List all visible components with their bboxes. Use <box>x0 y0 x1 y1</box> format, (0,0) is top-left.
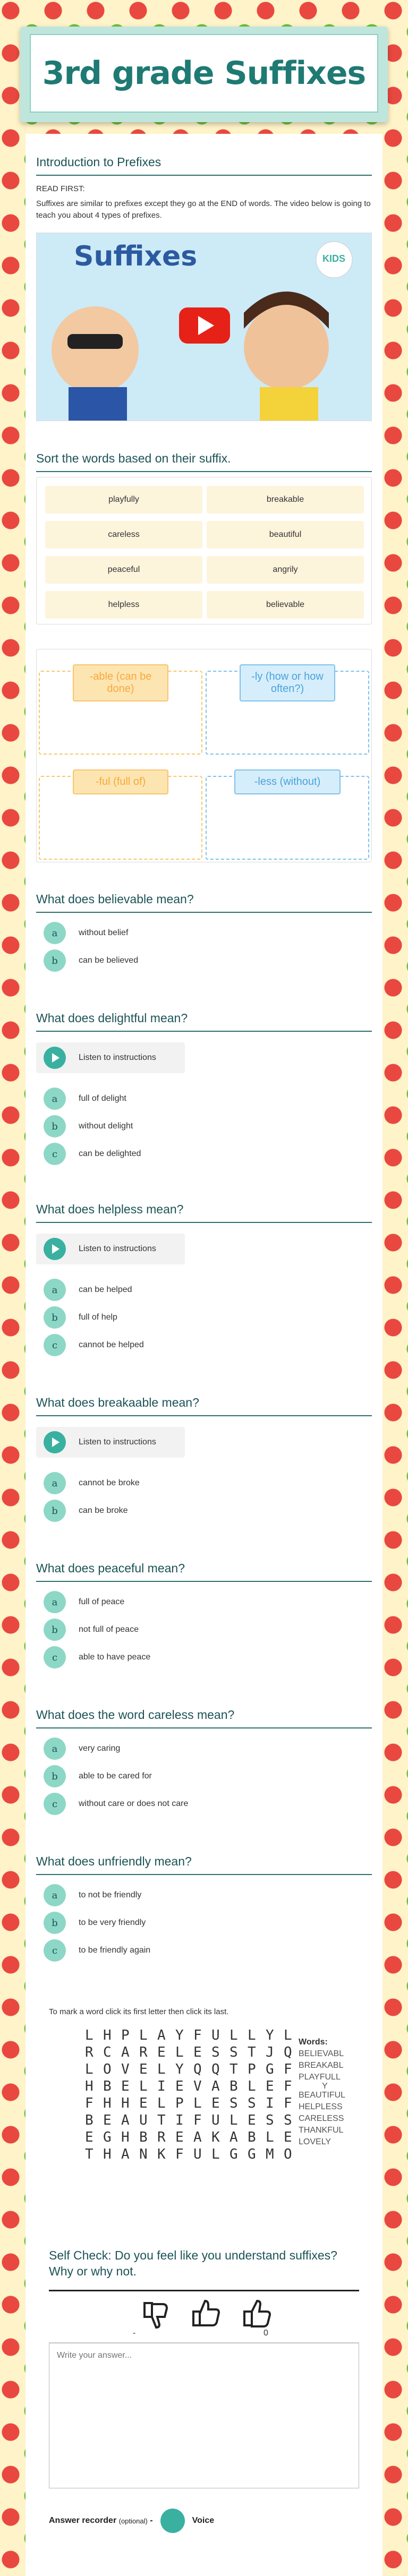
grid-letter[interactable]: I <box>157 2078 166 2094</box>
grid-letter[interactable]: H <box>121 2095 130 2111</box>
grid-letter[interactable]: E <box>284 2129 292 2145</box>
answer-option[interactable] <box>36 1588 372 1616</box>
drop-zone-less[interactable] <box>206 776 369 860</box>
grid-letter[interactable]: V <box>193 2078 202 2094</box>
word-item: BREAKABL <box>299 2061 344 2070</box>
grid-letter[interactable]: E <box>193 2044 202 2060</box>
word-bank <box>36 477 372 624</box>
answer-option[interactable] <box>36 1331 372 1359</box>
thumb-rating <box>49 2290 359 2343</box>
grid-letter[interactable]: E <box>157 2044 166 2060</box>
option-text: able to have peace <box>79 1653 151 1662</box>
grid-letter[interactable]: A <box>121 2146 130 2162</box>
grid-letter[interactable]: G <box>230 2146 238 2162</box>
grid-letter[interactable]: S <box>230 2095 238 2111</box>
option-text: without care or does not care <box>79 1799 189 1808</box>
option-text: to be very friendly <box>79 1918 146 1927</box>
grid-letter[interactable]: S <box>230 2044 238 2060</box>
video-badge: KIDS <box>322 253 346 264</box>
intro-text: Suffixes are similar to prefixes except they go at the END of words. The video below is going to teach you about 4 types of prefixes. <box>36 199 371 220</box>
grid-letter[interactable]: G <box>103 2129 112 2145</box>
grid-row <box>85 2146 302 2163</box>
answer-option[interactable] <box>36 1790 372 1818</box>
play-icon <box>44 1047 66 1069</box>
recorder-optional: (optional) <box>118 2517 148 2525</box>
question-helpless <box>36 1202 372 1359</box>
word-item: Y <box>322 2082 328 2091</box>
sort-section <box>36 451 372 472</box>
grid-letter[interactable]: B <box>103 2078 112 2094</box>
option-letter: b <box>44 949 66 972</box>
answer-option[interactable] <box>36 947 372 974</box>
grid-letter[interactable]: E <box>139 2061 148 2077</box>
option-letter: a <box>44 1279 66 1301</box>
selfcheck-title: Self Check: Do you feel like you understand suffixes? Why or why not. <box>49 2248 337 2278</box>
grid-letter[interactable]: K <box>157 2146 166 2162</box>
option-text: full of peace <box>79 1597 125 1606</box>
question-peaceful <box>36 1561 372 1671</box>
answer-option[interactable] <box>36 1469 372 1497</box>
option-text: can be delighted <box>79 1149 141 1158</box>
option-letter: a <box>44 922 66 944</box>
answer-box <box>49 2343 359 2488</box>
grid-letter[interactable]: T <box>248 2044 256 2060</box>
rating-left-mark: - <box>133 2329 136 2338</box>
option-text: to not be friendly <box>79 1890 142 1899</box>
option-letter: c <box>44 1939 66 1962</box>
listen-instructions-button[interactable] <box>36 1234 185 1264</box>
intro-title: Introduction to Prefixes <box>36 155 372 176</box>
wordsearch-grid[interactable] <box>85 2027 302 2163</box>
grid-letter[interactable]: L <box>157 2095 166 2111</box>
grid-letter[interactable]: L <box>248 2078 256 2094</box>
answer-option[interactable] <box>36 1735 372 1762</box>
girl-character <box>244 305 329 390</box>
option-letter: c <box>44 1143 66 1165</box>
question-careless <box>36 1708 372 1818</box>
question-breakable <box>36 1396 372 1525</box>
grid-letter[interactable]: H <box>103 2027 112 2043</box>
word-item: BEAUTIFUL <box>299 2091 346 2100</box>
option-letter: c <box>44 1793 66 1815</box>
grid-letter[interactable]: L <box>175 2044 184 2060</box>
grid-letter[interactable]: L <box>284 2027 292 2043</box>
grid-row <box>85 2078 302 2095</box>
sort-bins <box>36 649 372 862</box>
grid-letter[interactable]: B <box>85 2112 94 2128</box>
page-title: 3rd grade Suffixes <box>42 55 366 92</box>
wordsearch-instruction: To mark a word click its first letter then click its last. <box>49 2007 229 2016</box>
grid-letter[interactable]: O <box>284 2146 292 2162</box>
word-item: HELPLESS <box>299 2102 343 2111</box>
grid-letter[interactable]: Y <box>175 2027 184 2043</box>
wordsearch-word-list <box>299 2036 345 2148</box>
answer-option[interactable] <box>36 919 372 947</box>
draggable-word[interactable]: playfully <box>45 486 202 514</box>
grid-letter[interactable]: B <box>248 2129 256 2145</box>
option-letter: b <box>44 1912 66 1934</box>
bin-label-ly: -ly (how or how often?) <box>240 664 335 701</box>
question-unfriendly <box>36 1854 372 1964</box>
grid-letter[interactable]: J <box>266 2044 274 2060</box>
option-text: not full of peace <box>79 1625 139 1634</box>
answer-option[interactable] <box>36 1616 372 1644</box>
grid-letter[interactable]: P <box>121 2027 130 2043</box>
answer-option[interactable] <box>36 1140 372 1168</box>
grid-letter[interactable]: S <box>248 2095 256 2111</box>
option-text: can be helped <box>79 1285 132 1294</box>
grid-letter[interactable]: F <box>193 2112 202 2128</box>
grid-letter[interactable]: A <box>230 2129 238 2145</box>
grid-letter[interactable]: T <box>85 2146 94 2162</box>
grid-row <box>85 2129 302 2146</box>
answer-option[interactable] <box>36 1881 372 1909</box>
grid-letter[interactable]: H <box>103 2146 112 2162</box>
grid-letter[interactable]: L <box>230 2112 238 2128</box>
answer-option[interactable] <box>36 1304 372 1331</box>
option-letter: a <box>44 1088 66 1110</box>
option-letter: b <box>44 1115 66 1137</box>
grid-letter[interactable]: I <box>266 2095 274 2111</box>
grid-letter[interactable]: A <box>121 2044 130 2060</box>
record-voice-button[interactable] <box>160 2509 185 2533</box>
word-item: LOVELY <box>299 2137 332 2146</box>
listen-instructions-button[interactable] <box>36 1427 185 1458</box>
read-first-label: READ FIRST: <box>36 184 85 193</box>
grid-letter[interactable]: V <box>121 2061 130 2077</box>
header-banner <box>20 27 388 122</box>
grid-letter[interactable]: Y <box>175 2061 184 2077</box>
option-text: very caring <box>79 1744 121 1753</box>
draggable-word[interactable]: peaceful <box>45 556 202 584</box>
grid-letter[interactable]: F <box>284 2078 292 2094</box>
grid-letter[interactable]: O <box>103 2061 112 2077</box>
drop-zone-ful[interactable] <box>39 776 202 860</box>
grid-letter[interactable]: G <box>248 2146 256 2162</box>
thumbs-up-icon[interactable] <box>239 2298 271 2330</box>
option-letter: b <box>44 1306 66 1329</box>
option-letter: a <box>44 1738 66 1760</box>
answer-option[interactable] <box>36 1276 372 1304</box>
grid-letter[interactable]: R <box>139 2044 148 2060</box>
grid-letter[interactable]: M <box>266 2146 274 2162</box>
grid-letter[interactable]: L <box>193 2095 202 2111</box>
grid-letter[interactable]: E <box>121 2078 130 2094</box>
option-text: without belief <box>79 928 129 937</box>
option-text: without delight <box>79 1122 133 1131</box>
listen-label: Listen to instructions <box>79 1437 156 1447</box>
grid-letter[interactable]: E <box>175 2129 184 2145</box>
grid-letter[interactable]: L <box>266 2129 274 2145</box>
question-title: What does delightful mean? <box>36 1011 372 1032</box>
grid-letter[interactable]: B <box>230 2078 238 2094</box>
draggable-word[interactable]: angrily <box>207 556 364 584</box>
answer-option[interactable] <box>36 1112 372 1140</box>
question-delightful <box>36 1011 372 1168</box>
option-letter: c <box>44 1646 66 1668</box>
grid-letter[interactable]: E <box>85 2129 94 2145</box>
option-text: full of help <box>79 1313 117 1322</box>
grid-letter[interactable]: L <box>139 2027 148 2043</box>
drop-zone-ly[interactable] <box>206 671 369 755</box>
bin-label-less: -less (without) <box>234 769 341 794</box>
option-text: cannot be broke <box>79 1478 140 1487</box>
grid-row <box>85 2044 302 2061</box>
answer-recorder <box>49 2509 214 2533</box>
grid-letter[interactable]: S <box>266 2112 274 2128</box>
grid-letter[interactable]: H <box>121 2129 130 2145</box>
word-item: CARELESS <box>299 2114 344 2123</box>
grid-letter[interactable]: F <box>193 2027 202 2043</box>
grid-letter[interactable]: A <box>211 2078 220 2094</box>
listen-instructions-button[interactable] <box>36 1042 185 1073</box>
grid-letter[interactable]: A <box>121 2112 130 2128</box>
grid-letter[interactable]: H <box>85 2078 94 2094</box>
question-title: What does helpless mean? <box>36 1202 372 1223</box>
grid-letter[interactable]: H <box>103 2095 112 2111</box>
grid-letter[interactable]: L <box>248 2027 256 2043</box>
option-text: able to be cared for <box>79 1771 152 1781</box>
word-item: THANKFUL <box>299 2126 344 2135</box>
grid-letter[interactable]: R <box>157 2129 166 2145</box>
grid-letter[interactable]: T <box>230 2061 238 2077</box>
option-text: cannot be helped <box>79 1340 144 1349</box>
grid-row <box>85 2112 302 2129</box>
grid-letter[interactable]: U <box>211 2112 220 2128</box>
intro-section <box>36 155 372 221</box>
question-title: What does peaceful mean? <box>36 1561 372 1582</box>
grid-letter[interactable]: U <box>139 2112 148 2128</box>
draggable-word[interactable]: helpless <box>45 591 202 619</box>
option-letter: b <box>44 1500 66 1522</box>
draggable-word[interactable]: careless <box>45 521 202 549</box>
answer-option[interactable] <box>36 1909 372 1937</box>
thumbs-down-icon[interactable] <box>139 2298 171 2330</box>
bin-label-able: -able (can be done) <box>73 664 168 701</box>
grid-letter[interactable]: F <box>85 2095 94 2111</box>
listen-label: Listen to instructions <box>79 1244 156 1253</box>
grid-letter[interactable]: N <box>139 2146 148 2162</box>
option-text: full of delight <box>79 1094 126 1103</box>
words-label: Words: <box>299 2038 328 2047</box>
question-title: What does unfriendly mean? <box>36 1854 372 1875</box>
answer-option[interactable] <box>36 1937 372 1964</box>
bin-label-ful: -ful (full of) <box>73 769 168 794</box>
grid-row <box>85 2095 302 2112</box>
option-letter: a <box>44 1884 66 1906</box>
answer-option[interactable] <box>36 1085 372 1112</box>
grid-letter[interactable]: G <box>266 2061 274 2077</box>
answer-option[interactable] <box>36 1762 372 1790</box>
video-player[interactable] <box>36 233 372 421</box>
question-title: What does believable mean? <box>36 892 372 913</box>
answer-input[interactable] <box>49 2343 359 2488</box>
question-title: What does the word careless mean? <box>36 1708 372 1728</box>
grid-letter[interactable]: L <box>157 2061 166 2077</box>
answer-option[interactable] <box>36 1497 372 1525</box>
draggable-word[interactable]: believable <box>207 591 364 619</box>
grid-letter[interactable]: K <box>211 2129 220 2145</box>
word-item: BELIEVABL <box>299 2049 344 2058</box>
draggable-word[interactable]: breakable <box>207 486 364 514</box>
option-letter: b <box>44 1619 66 1641</box>
grid-letter[interactable]: P <box>175 2095 184 2111</box>
option-text: to be friendly again <box>79 1946 151 1955</box>
grid-letter[interactable]: Y <box>266 2027 274 2043</box>
boy-character <box>52 306 139 393</box>
video-title: Suffixes <box>74 241 198 272</box>
grid-letter[interactable]: L <box>139 2078 148 2094</box>
grid-letter[interactable]: Q <box>211 2061 220 2077</box>
grid-letter[interactable]: S <box>284 2112 292 2128</box>
grid-letter[interactable]: R <box>85 2044 94 2060</box>
answer-option[interactable] <box>36 1644 372 1671</box>
grid-letter[interactable]: U <box>211 2027 220 2043</box>
grid-letter[interactable]: F <box>175 2146 184 2162</box>
play-icon <box>44 1238 66 1260</box>
grid-letter[interactable]: I <box>175 2112 184 2128</box>
grid-letter[interactable]: E <box>211 2095 220 2111</box>
option-letter: c <box>44 1334 66 1356</box>
grid-letter[interactable]: L <box>211 2146 220 2162</box>
thumbs-sideways-icon[interactable] <box>189 2298 221 2330</box>
grid-letter[interactable]: L <box>85 2027 94 2043</box>
grid-letter[interactable]: L <box>230 2027 238 2043</box>
grid-letter[interactable]: L <box>85 2061 94 2077</box>
grid-letter[interactable]: F <box>284 2095 292 2111</box>
grid-letter[interactable]: E <box>248 2112 256 2128</box>
grid-letter[interactable]: U <box>193 2146 202 2162</box>
grid-letter[interactable]: A <box>157 2027 166 2043</box>
option-letter: a <box>44 1472 66 1494</box>
play-icon <box>44 1431 66 1453</box>
grid-letter[interactable]: E <box>175 2078 184 2094</box>
draggable-word[interactable]: beautiful <box>207 521 364 549</box>
option-letter: b <box>44 1765 66 1787</box>
sort-title: Sort the words based on their suffix. <box>36 451 372 472</box>
rating-right-mark: 0 <box>264 2329 268 2338</box>
listen-label: Listen to instructions <box>79 1053 156 1062</box>
grid-letter[interactable]: E <box>103 2112 112 2128</box>
grid-letter[interactable]: Q <box>193 2061 202 2077</box>
grid-letter[interactable]: Q <box>284 2044 292 2060</box>
voice-label: Voice <box>192 2516 215 2525</box>
grid-letter[interactable]: B <box>139 2129 148 2145</box>
option-letter: a <box>44 1591 66 1613</box>
option-text: can be broke <box>79 1506 128 1515</box>
grid-letter[interactable]: E <box>139 2095 148 2111</box>
recorder-dash: - <box>150 2516 153 2525</box>
header-frame <box>30 34 378 113</box>
grid-row <box>85 2027 302 2044</box>
grid-row <box>85 2061 302 2078</box>
grid-letter[interactable]: A <box>193 2129 202 2145</box>
grid-letter[interactable]: P <box>248 2061 256 2077</box>
grid-letter[interactable]: F <box>284 2061 292 2077</box>
grid-letter[interactable]: T <box>157 2112 166 2128</box>
grid-letter[interactable]: E <box>266 2078 274 2094</box>
question-believable <box>36 892 372 974</box>
recorder-label: Answer recorder <box>49 2516 117 2525</box>
drop-zone-able[interactable] <box>39 671 202 755</box>
question-title: What does breakaable mean? <box>36 1396 372 1416</box>
option-text: can be believed <box>79 956 139 965</box>
grid-letter[interactable]: C <box>103 2044 112 2060</box>
word-item: PLAYFULL <box>299 2073 341 2082</box>
grid-letter[interactable]: S <box>211 2044 220 2060</box>
